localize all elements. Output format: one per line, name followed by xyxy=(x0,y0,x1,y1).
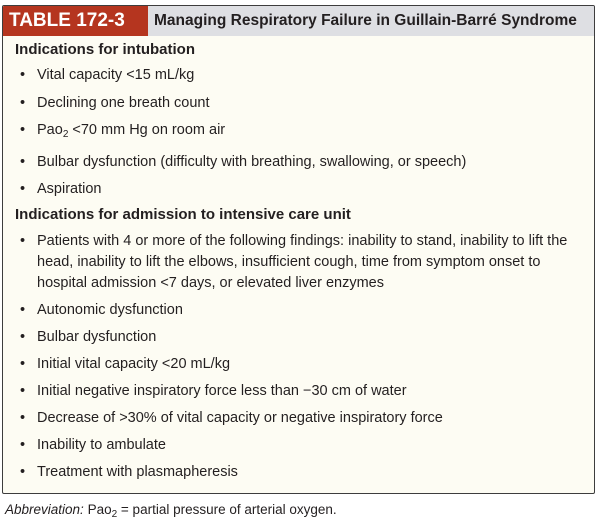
bullet-icon: • xyxy=(20,67,26,83)
list-item-text: Pao$_2$ <70 mm Hg on room air xyxy=(37,122,226,140)
footnote xyxy=(5,502,337,520)
list-item xyxy=(3,327,594,348)
list-item-text: Decrease of >30% of vital capacity or negative inspiratory force xyxy=(37,410,443,426)
list-item xyxy=(3,231,594,294)
list-item xyxy=(3,381,594,402)
bullet-icon: • xyxy=(20,383,26,399)
section-heading-intubation: Indications for intubation xyxy=(15,41,195,58)
bullet-icon: • xyxy=(20,181,26,197)
list-item-text: Inability to ambulate xyxy=(37,437,166,453)
list-item-text: Vital capacity <15 mL/kg xyxy=(37,67,195,83)
bullet-icon: • xyxy=(20,437,26,453)
list-item xyxy=(3,179,594,200)
table-number-tag: TABLE 172-3 xyxy=(3,6,148,36)
list-item-text: Treatment with plasmapheresis xyxy=(37,464,238,480)
footnote-label: Abbreviation: xyxy=(5,502,84,517)
bullet-icon: • xyxy=(20,122,26,138)
bullet-icon: • xyxy=(20,356,26,372)
list-item-text: Initial vital capacity <20 mL/kg xyxy=(37,356,231,372)
footnote-text: = partial pressure of arterial oxygen. xyxy=(117,502,337,517)
list-item-text: Patients with 4 or more of the following findings: inability to stand, inability to lift the head, inability to lift the elbows, insufficient cough, time from symptom onset to hospital admission <7 days, or elevated liver enzymes xyxy=(37,233,568,291)
bullet-icon: • xyxy=(20,329,26,345)
list-item-text: Initial negative inspiratory force less than −30 cm of water xyxy=(37,383,407,399)
table-title: Managing Respiratory Failure in Guillain-Barré Syndrome xyxy=(154,12,577,29)
bullet-icon: • xyxy=(20,410,26,426)
table-box xyxy=(2,5,595,494)
section-heading-icu: Indications for admission to intensive care unit xyxy=(15,206,351,223)
icu-admission-list xyxy=(3,231,594,483)
table-header xyxy=(3,6,594,36)
list-item xyxy=(3,435,594,456)
bullet-icon: • xyxy=(20,464,26,480)
list-item-text: Bulbar dysfunction xyxy=(37,329,157,345)
footnote-term: Pao$_2$ xyxy=(87,502,118,520)
list-item xyxy=(3,93,594,114)
list-item-text: Aspiration xyxy=(37,181,102,197)
bullet-icon: • xyxy=(20,302,26,318)
list-item-text: Bulbar dysfunction (difficulty with breathing, swallowing, or speech) xyxy=(37,153,467,170)
list-item xyxy=(3,300,594,321)
list-item xyxy=(3,462,594,483)
bullet-icon: • xyxy=(20,94,26,111)
list-item xyxy=(3,152,594,173)
list-item xyxy=(3,65,594,86)
list-item xyxy=(3,120,594,145)
list-item xyxy=(3,354,594,375)
list-item-text: Declining one breath count xyxy=(37,94,210,111)
list-item-text: Autonomic dysfunction xyxy=(37,302,183,318)
intubation-list xyxy=(3,65,594,200)
bullet-icon: • xyxy=(20,153,26,170)
bullet-icon: • xyxy=(20,233,26,249)
list-item xyxy=(3,408,594,429)
